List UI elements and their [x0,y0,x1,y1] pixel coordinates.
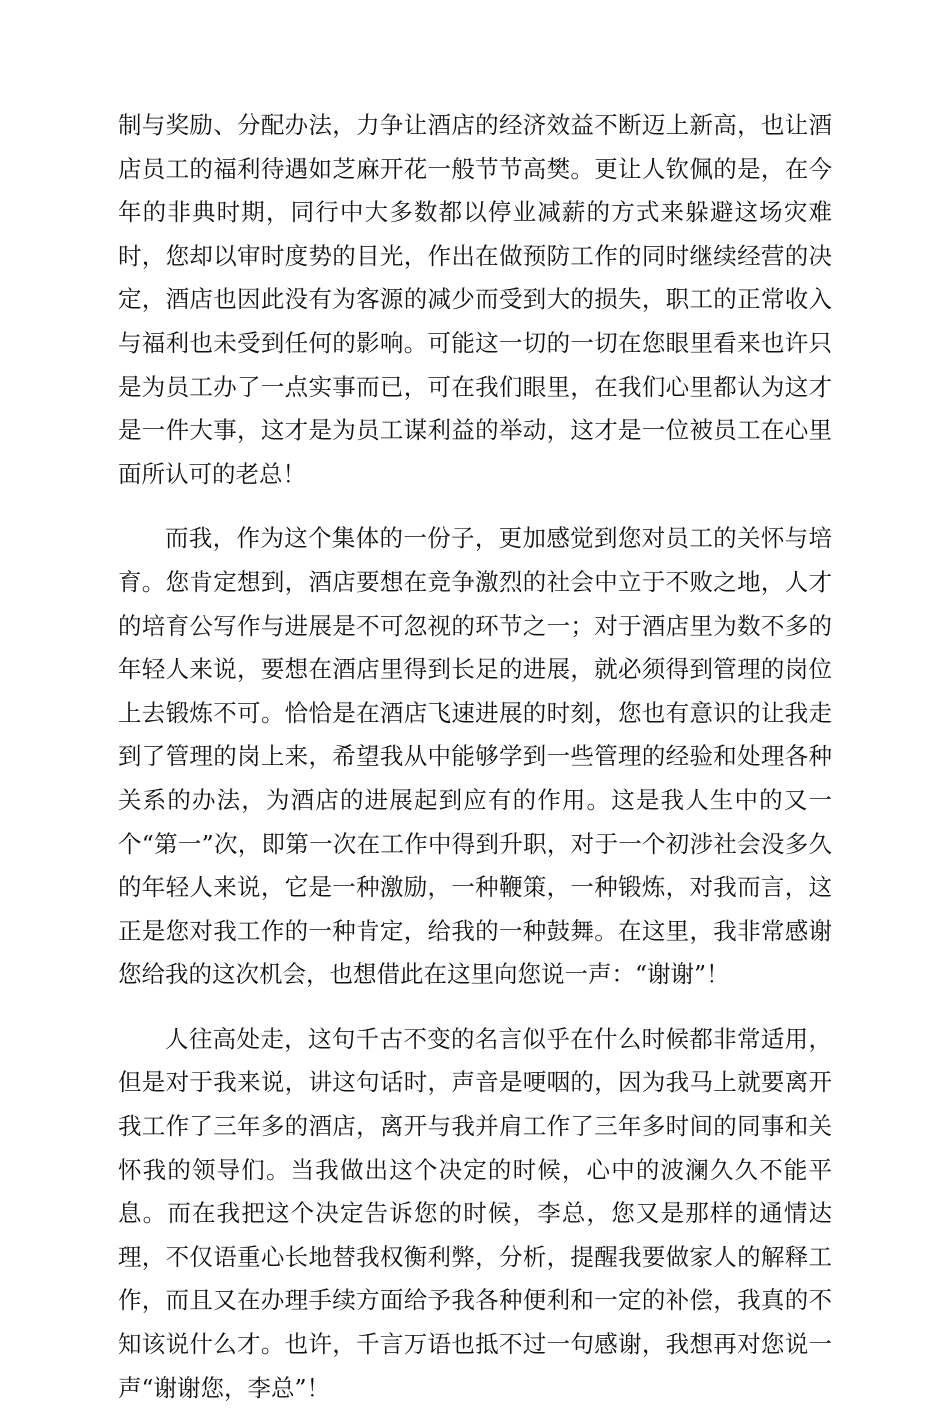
paragraph-1: 制与奖励、分配办法，力争让酒店的经济效益不断迈上新高，也让酒店员工的福利待遇如芝麻开花一般节节高樊。更让人钦佩的是，在今年的非典时期，同行中大多数都以停业减薪的方式来躲避这场灾难时，您却以审时度势的目光，作出在做预防工作的同时继续经营的决定，酒店也因此没有为客源的减少而受到大的损失，职工的正常收入与福利也未受到任何的影响。可能这一切的一切在您眼里看来也许只是为员工办了一点实事而已，可在我们眼里，在我们心里都认为这才是一件大事，这才是为员工谋利益的举动，这才是一位被员工在心里面所认可的老总！ [118,111,832,488]
paragraph-2: 而我，作为这个集体的一份子，更加感觉到您对员工的关怀与培育。您肯定想到，酒店要想在竞争激烈的社会中立于不败之地，人才的培育公写作与进展是不可忽视的环节之一；对于酒店里为数不多的年轻人来说，要想在酒店里得到长足的进展，就必须得到管理的岗位上去锻炼不可。恰恰是在酒店飞速进展的时刻，您也有意识的让我走到了管理的岗上来，希望我从中能够学到一些管理的经验和处理各种关系的办法，为酒店的进展起到应有的作用。这是我人生中的又一个“第一”次，即第一次在工作中得到升职，对于一个初涉社会没多久的年轻人来说，它是一种激励，一种鞭策，一种锻炼，对我而言，这正是您对我工作的一种肯定，给我的一种鼓舞。在这里，我非常感谢您给我的这次机会，也想借此在这里向您说一声：“谢谢”！ [118,524,832,989]
paragraph-3: 人往高处走，这句千古不变的名言似乎在什么时候都非常适用，但是对于我来说，讲这句话时，声音是哽咽的，因为我马上就要离开我工作了三年多的酒店，离开与我并肩工作了三年多时间的同事和关怀我的领导们。当我做出这个决定的时候，心中的波澜久久不能平息。而在我把这个决定告诉您的时候，李总，您又是那样的通情达理，不仅语重心长地替我权衡利弊，分析，提醒我要做家人的解释工作，而且又在办理手续方面给予我各种便利和一定的补偿，我真的不知该说什么才。也许，千言万语也抵不过一句感谢，我想再对您说一声“谢谢您，李总”！ [118,1024,832,1402]
document-body [118,104,832,1410]
